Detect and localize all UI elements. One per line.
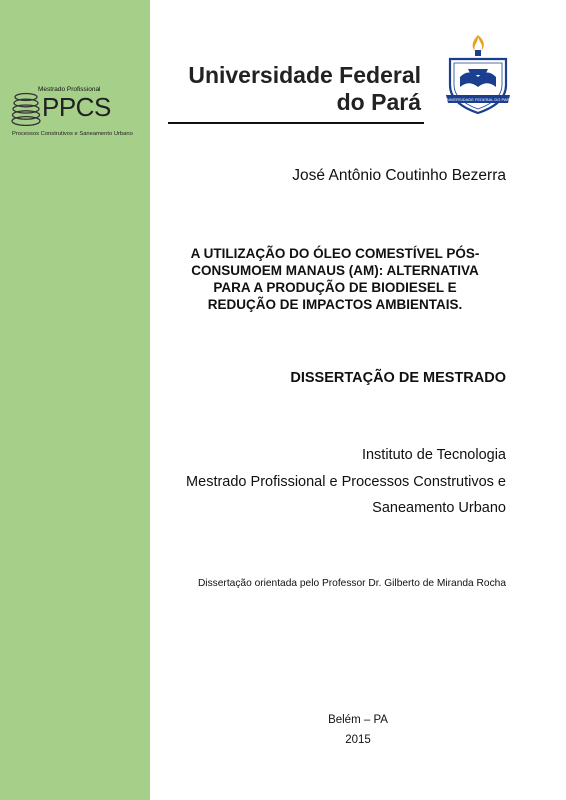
title-line: PARA A PRODUÇÃO DE BIODIESEL E xyxy=(213,280,457,295)
ppcs-subtitle: Processos Construtivos e Saneamento Urbano xyxy=(12,131,133,137)
title-line: CONSUMOEM MANAUS (AM): ALTERNATIVA xyxy=(191,263,479,278)
dissertation-title xyxy=(160,245,510,313)
university-line-1: Universidade Federal xyxy=(188,62,421,88)
university-line-2: do Pará xyxy=(336,89,421,115)
advisor-note: Dissertação orientada pelo Professor Dr. Gilberto de Miranda Rocha xyxy=(197,578,506,589)
program-line-2: Saneamento Urbano xyxy=(372,500,506,516)
stacked-discs-icon xyxy=(10,92,42,128)
green-sidebar xyxy=(0,0,150,800)
place: Belém – PA xyxy=(328,714,388,726)
title-line: A UTILIZAÇÃO DO ÓLEO COMESTÍVEL PÓS- xyxy=(190,246,480,261)
year: 2015 xyxy=(345,734,371,746)
program-line-1: Mestrado Profissional e Processos Construtivos e xyxy=(186,474,506,490)
ppcs-top-label: Mestrado Profissional xyxy=(38,86,101,93)
seal-text: UNIVERSIDADE FEDERAL DO PARÁ xyxy=(443,97,513,102)
institute-name: Instituto de Tecnologia xyxy=(361,447,506,463)
document-type: DISSERTAÇÃO DE MESTRADO xyxy=(290,370,506,386)
ppcs-logo xyxy=(10,86,145,146)
ppcs-name: PPCS xyxy=(42,92,111,122)
university-name xyxy=(188,62,421,116)
ufpa-seal-icon xyxy=(438,33,518,115)
author-name: José Antônio Coutinho Bezerra xyxy=(292,167,506,184)
title-line: REDUÇÃO DE IMPACTOS AMBIENTAIS. xyxy=(207,297,463,312)
header-rule xyxy=(168,122,424,124)
